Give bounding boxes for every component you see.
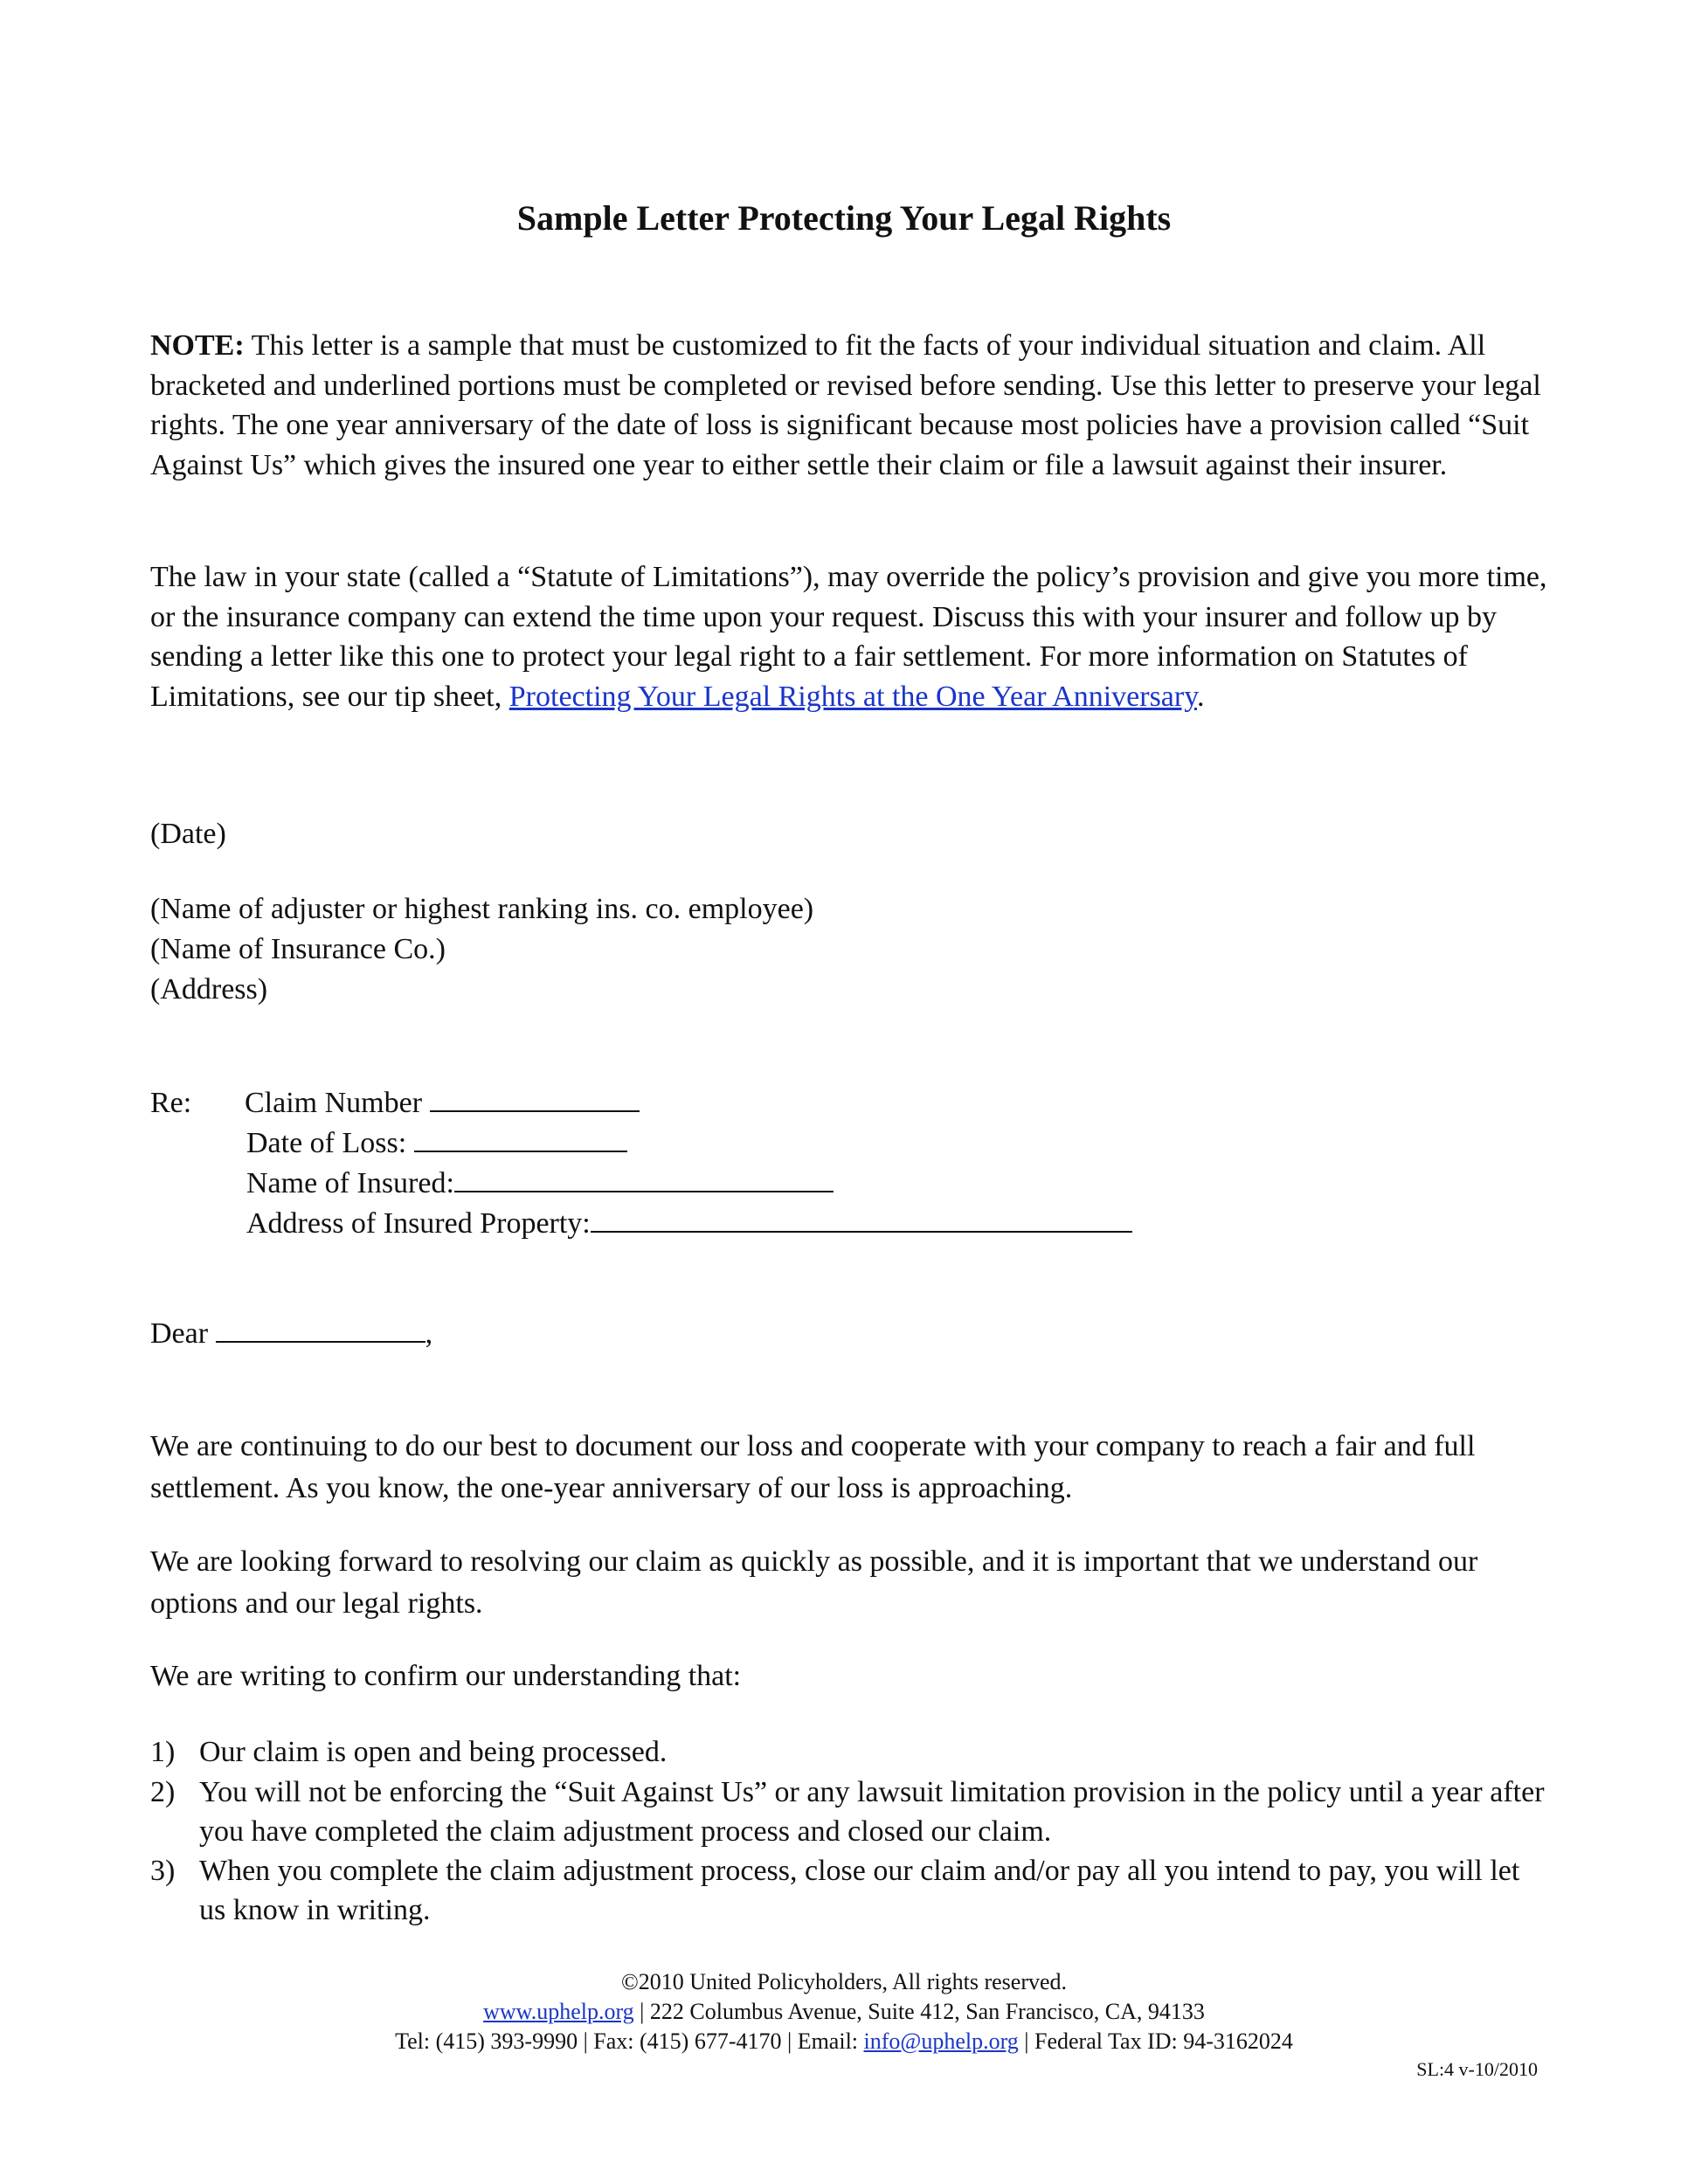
tip-sheet-link[interactable]: Protecting Your Legal Rights at the One Year Anniversary (508, 680, 1198, 713)
footer-contact-line (0, 2027, 1688, 2056)
page-title: Sample Letter Protecting Your Legal Rights (516, 198, 1172, 238)
footer-tax-id: | Federal Tax ID: 94-3162024 (1018, 2028, 1293, 2054)
footer-address-line (0, 1997, 1688, 2027)
name-of-insured-label: Name of Insured: (246, 1167, 454, 1199)
footer-address: | 222 Columbus Avenue, Suite 412, San Francisco, CA, 94133 (633, 1999, 1205, 2024)
footer-phone-fax: Tel: (415) 393-9990 | Fax: (415) 677-4170 | Email: (395, 2028, 864, 2054)
body-paragraph-3: We are writing to confirm our understanding that: (150, 1660, 742, 1692)
list-number: 2) (150, 1776, 176, 1808)
recipient-company-placeholder: (Name of Insurance Co.) (150, 933, 446, 965)
name-of-insured-blank (454, 1165, 834, 1192)
email-link[interactable]: info@uphelp.org (863, 2028, 1019, 2054)
re-label: Re: (150, 1087, 192, 1119)
body-paragraph-2: We are looking forward to resolving our claim as quickly as possible, and it is important that we understand our options and our legal rights. (150, 1545, 1478, 1620)
salutation-blank (216, 1315, 425, 1343)
claim-number-label: Claim Number (245, 1087, 430, 1119)
statute-text-end: . (1197, 680, 1205, 713)
statute-paragraph (150, 557, 1548, 716)
insured-property-label: Address of Insured Property: (246, 1207, 591, 1240)
name-of-insured-line (246, 1164, 834, 1203)
insured-property-blank (591, 1205, 1132, 1233)
list-number: 3) (150, 1855, 176, 1887)
claim-number-blank (430, 1084, 640, 1112)
salutation-prefix: Dear (150, 1317, 216, 1350)
claim-number-line (245, 1083, 640, 1123)
date-of-loss-line (246, 1123, 627, 1163)
footer-copyright: ©2010 United Policyholders, All rights reserved. (620, 1969, 1068, 1994)
list-text: Our claim is open and being processed. (199, 1736, 668, 1768)
statute-text: The law in your state (called a “Statute of Limitations”), may override the policy’s provision and give you more time, or the insurance company can extend the time upon your request. Discuss this with your insurer and follow up by sending a letter like this one to protect your legal right to a fair settlement. For more information on Statutes of Limitations, see our tip sheet, (150, 561, 1547, 713)
list-number: 1) (150, 1736, 176, 1768)
salutation (150, 1314, 432, 1353)
recipient-name-placeholder: (Name of adjuster or highest ranking ins. co. employee) (150, 893, 814, 925)
insured-property-line (246, 1204, 1132, 1243)
recipient-address-placeholder: (Address) (150, 973, 268, 1006)
date-placeholder: (Date) (150, 818, 226, 850)
note-text: This letter is a sample that must be customized to fit the facts of your individual situation and claim. All bracketed and underlined portions must be completed or revised before sending. Use this letter to preserve your legal rights. The one year anniversary of the date of loss is significant because most policies have a provision called “Suit Against Us” which gives the insured one year to either settle their claim or file a lawsuit against their insurer. (150, 329, 1541, 481)
note-paragraph (150, 326, 1548, 485)
list-text: When you complete the claim adjustment process, close our claim and/or pay all you intend to pay, you will let us know in writing. (199, 1855, 1520, 1926)
body-paragraph-1: We are continuing to do our best to document our loss and cooperate with your company to reach a fair and full settlement. As you know, the one-year anniversary of our loss is approaching. (150, 1430, 1476, 1504)
salutation-suffix: , (425, 1317, 433, 1350)
website-link[interactable]: www.uphelp.org (483, 1999, 634, 2024)
date-of-loss-label: Date of Loss: (246, 1127, 414, 1159)
date-of-loss-blank (414, 1124, 627, 1152)
list-text: You will not be enforcing the “Suit Against Us” or any lawsuit limitation provision in the policy until a year after you have completed the claim adjustment process and closed our claim. (199, 1776, 1545, 1848)
version-label: SL:4 v-10/2010 (1416, 2058, 1538, 2080)
note-label: NOTE: (150, 329, 245, 362)
